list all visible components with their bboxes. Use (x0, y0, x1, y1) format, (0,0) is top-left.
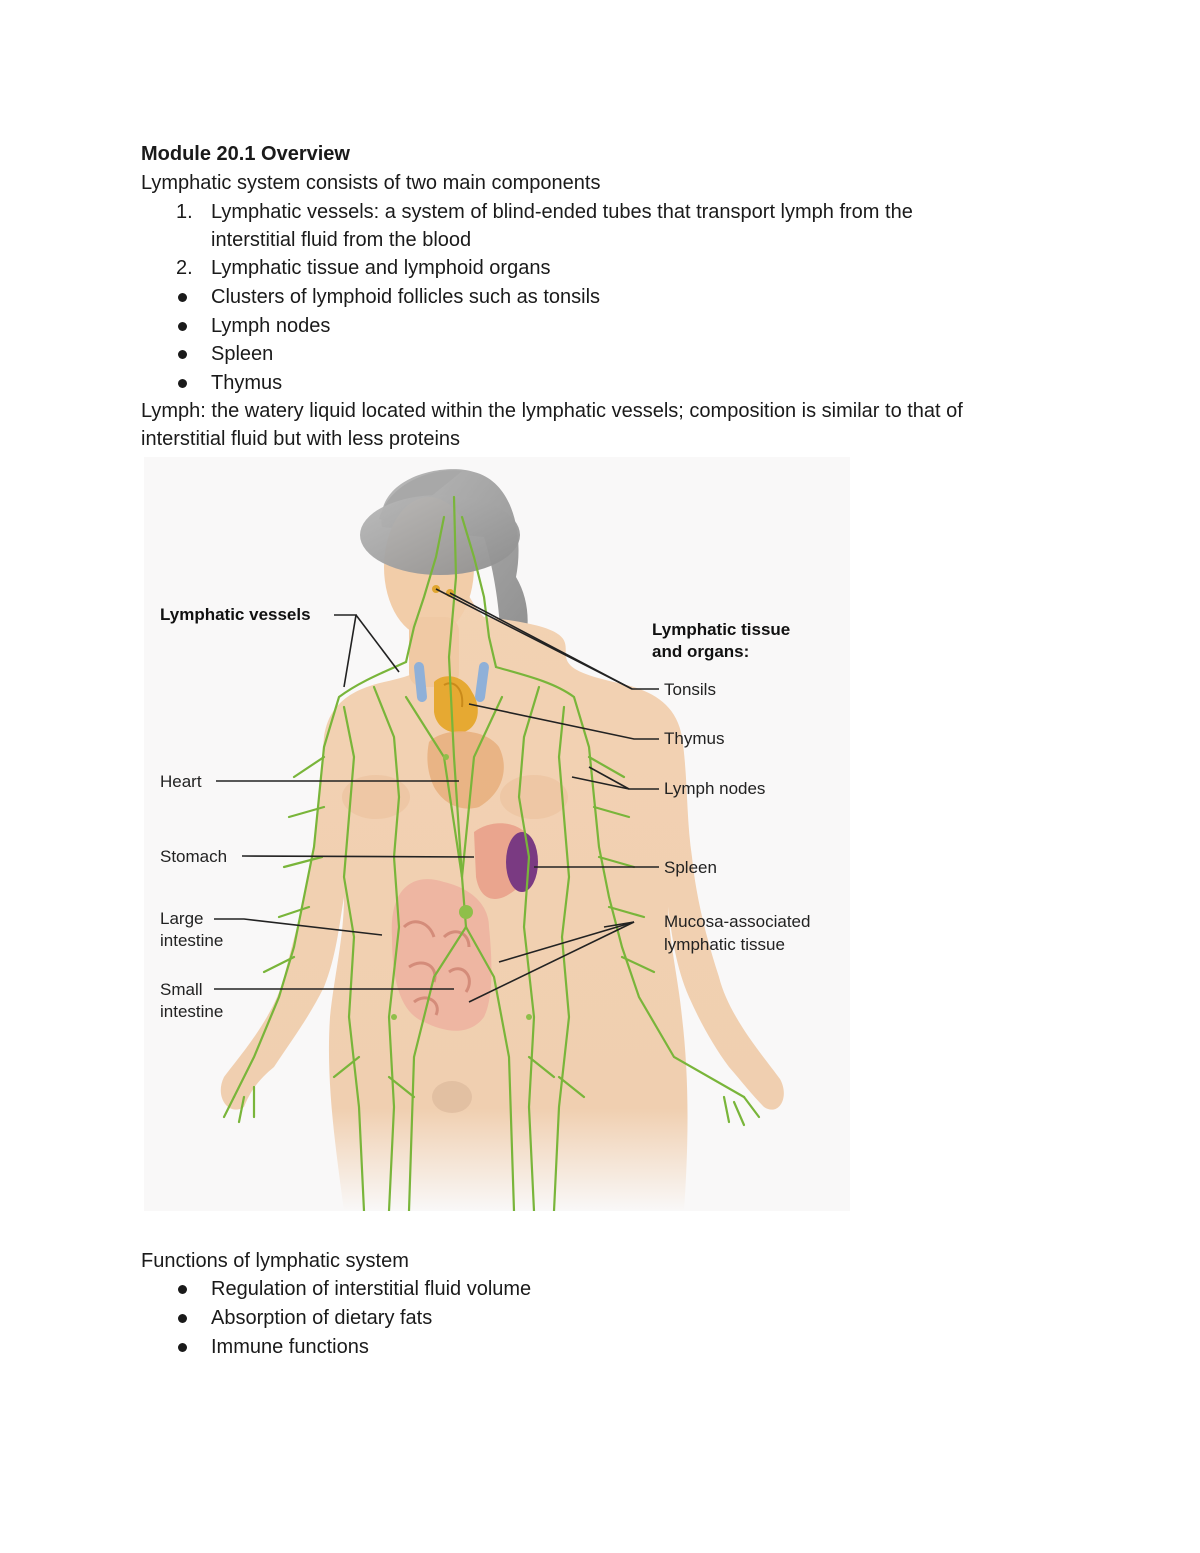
functions-title: Functions of lymphatic system (141, 1250, 409, 1272)
label-thymus: Thymus (664, 729, 725, 748)
lymphatic-system-figure (144, 457, 850, 1211)
label-large-intestine: Large (160, 909, 204, 928)
label-lymphatic-vessels: Lymphatic vessels (160, 605, 311, 624)
label-small-intestine-2: intestine (160, 1002, 224, 1021)
label-stomach: Stomach (160, 847, 228, 866)
list-item: Clusters of lymphoid follicles such as tonsils (211, 286, 601, 308)
label-malt-2: lymphatic tissue (664, 935, 785, 954)
list-item: Absorption of dietary fats (211, 1307, 433, 1329)
list-number: 1. (176, 201, 193, 223)
label-spleen: Spleen (664, 858, 717, 877)
label-tissue-title-2: and organs: (652, 642, 750, 661)
label-tissue-title: Lymphatic tissue (652, 620, 791, 639)
lymph-definition: Lymph: the watery liquid located within the lymphatic vessels; composition is similar to that of (141, 400, 963, 422)
label-lymph-nodes: Lymph nodes (664, 779, 766, 798)
lymph-definition-continuation: interstitial fluid but with less proteins (141, 428, 461, 450)
list-item: Regulation of interstitial fluid volume (211, 1278, 532, 1300)
label-large-intestine-2: intestine (160, 931, 224, 950)
list-item: Lymph nodes (211, 315, 331, 337)
page-title: Module 20.1 Overview (141, 143, 350, 165)
label-malt: Mucosa-associated (664, 912, 811, 931)
label-heart: Heart (160, 772, 202, 791)
list-item: Immune functions (211, 1336, 369, 1358)
list-item: Spleen (211, 343, 274, 365)
list-item-continuation: interstitial fluid from the blood (211, 229, 472, 251)
list-number: 2. (176, 257, 193, 279)
intro-text: Lymphatic system consists of two main components (141, 172, 601, 194)
list-item: Lymphatic tissue and lymphoid organs (211, 257, 551, 279)
spleen-organ (506, 832, 538, 892)
body-illustration (144, 457, 850, 1211)
list-item: Lymphatic vessels: a system of blind-ended tubes that transport lymph from the (211, 201, 913, 223)
list-item: Thymus (211, 372, 283, 394)
label-small-intestine: Small (160, 980, 203, 999)
label-tonsils: Tonsils (664, 680, 716, 699)
